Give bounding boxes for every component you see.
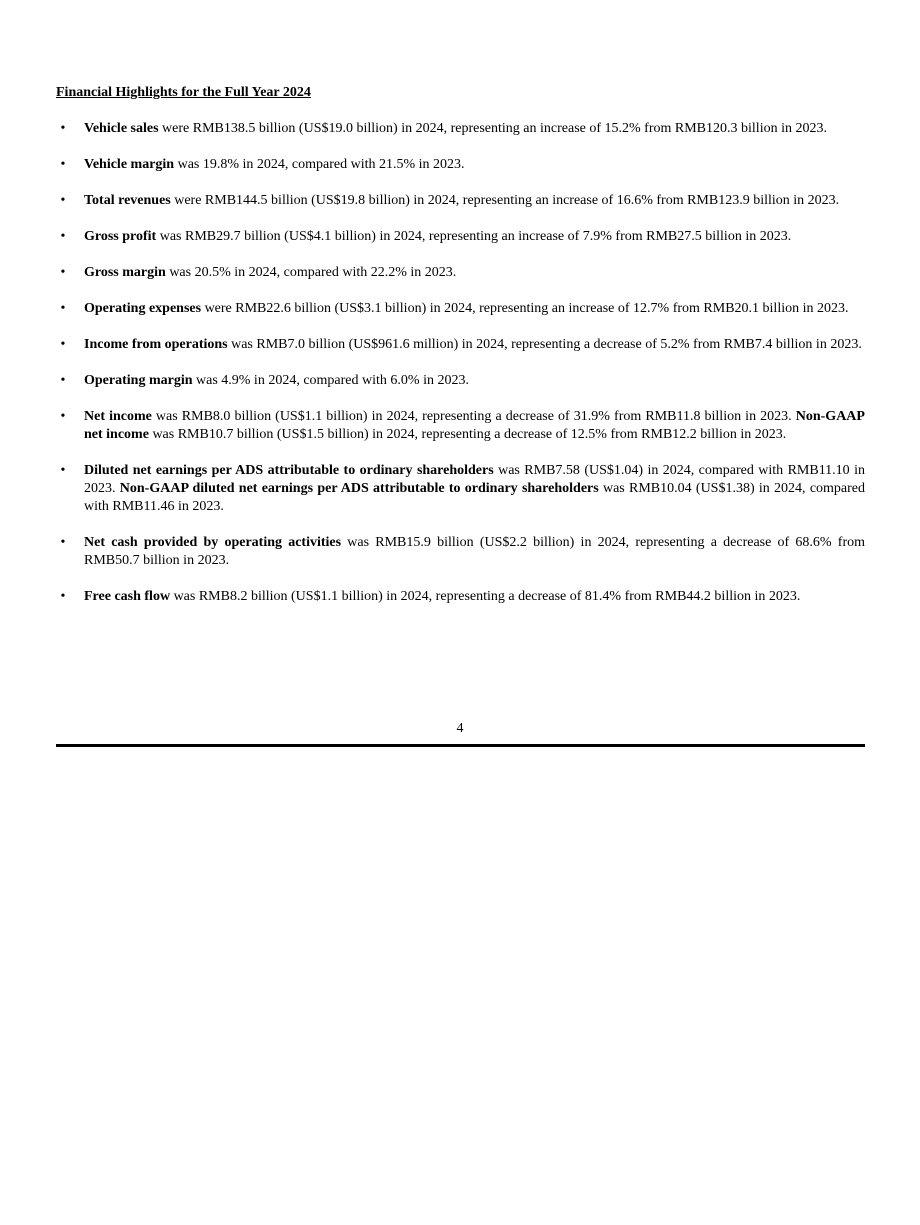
item-term: Vehicle margin	[84, 157, 175, 172]
item-text: were RMB138.5 billion (US$19.0 billion) in 2024, representing an increase of 15.2% from RMB120.3 billion in 2023.	[158, 121, 827, 136]
bullet-icon: •	[60, 121, 66, 136]
list-item-operating-margin	[56, 372, 865, 390]
item-text-secondary: was RMB10.7 billion (US$1.5 billion) in 2024, representing a decrease of 12.5% from RMB12.2 billion in 2023.	[148, 427, 787, 442]
bullet-icon: •	[60, 229, 66, 244]
item-text: was RMB8.0 billion (US$1.1 billion) in 2024, representing a decrease of 31.9% from RMB11.8 billion in 2023.	[151, 409, 796, 424]
item-text: were RMB22.6 billion (US$3.1 billion) in 2024, representing an increase of 12.7% from RMB20.1 billion in 2023.	[201, 301, 849, 316]
item-text: was 20.5% in 2024, compared with 22.2% in 2023.	[165, 265, 457, 280]
item-text-secondary: was RMB10.04 (US$1.38) in 2024, compared with RMB11.46 in 2023.	[84, 481, 866, 514]
item-text: was RMB29.7 billion (US$4.1 billion) in 2024, representing an increase of 7.9% from RMB27.5 billion in 2023.	[156, 229, 792, 244]
item-term: Operating expenses	[84, 301, 202, 316]
item-term-secondary: Non-GAAP net income	[84, 409, 865, 442]
item-term: Total revenues	[84, 193, 171, 208]
section-heading: Financial Highlights for the Full Year 2024	[56, 85, 311, 100]
list-item-income-from-operations	[56, 336, 865, 354]
list-item-gross-margin	[56, 264, 865, 282]
item-term: Operating margin	[84, 373, 193, 388]
item-term: Free cash flow	[84, 589, 171, 604]
bullet-icon: •	[60, 589, 66, 604]
item-term: Net income	[84, 409, 152, 424]
highlights-list	[56, 120, 865, 606]
item-term: Gross margin	[84, 265, 166, 280]
list-item-diluted-eps	[56, 462, 865, 516]
bullet-icon: •	[60, 373, 66, 388]
item-term: Net cash provided by operating activities	[84, 535, 342, 550]
bullet-icon: •	[60, 193, 66, 208]
list-item-vehicle-sales	[56, 120, 865, 138]
bullet-icon: •	[60, 337, 66, 352]
item-text: was RMB7.58 (US$1.04) in 2024, compared with RMB11.10 in 2023.	[84, 463, 865, 496]
item-text: was RMB7.0 billion (US$961.6 million) in 2024, representing a decrease of 5.2% from RMB7.4 billion in 2023.	[227, 337, 862, 352]
list-item-net-income	[56, 408, 865, 444]
bullet-icon: •	[60, 157, 66, 172]
item-text: was RMB15.9 billion (US$2.2 billion) in 2024, representing a decrease of 68.6% from RMB50.7 billion in 2023.	[84, 535, 865, 568]
list-item-free-cash-flow	[56, 588, 865, 606]
page-number: 4	[456, 721, 464, 736]
bullet-icon: •	[60, 265, 66, 280]
list-item-total-revenues	[56, 192, 865, 210]
bullet-icon: •	[60, 301, 66, 316]
item-term: Diluted net earnings per ADS attributable to ordinary shareholders	[84, 463, 494, 478]
page-divider	[56, 744, 865, 747]
bullet-icon: •	[60, 463, 66, 478]
item-term: Vehicle sales	[84, 121, 159, 136]
bullet-icon: •	[60, 535, 66, 550]
item-text: was 19.8% in 2024, compared with 21.5% in 2023.	[174, 157, 465, 172]
item-text: was 4.9% in 2024, compared with 6.0% in 2023.	[192, 373, 469, 388]
item-term-secondary: Non-GAAP diluted net earnings per ADS attributable to ordinary shareholders	[119, 481, 599, 496]
item-term: Income from operations	[84, 337, 228, 352]
list-item-operating-cash	[56, 534, 865, 570]
item-text: were RMB144.5 billion (US$19.8 billion) in 2024, representing an increase of 16.6% from RMB123.9 billion in 2023.	[170, 193, 840, 208]
list-item-gross-profit	[56, 228, 865, 246]
list-item-operating-expenses	[56, 300, 865, 318]
bullet-icon: •	[60, 409, 66, 424]
item-term: Gross profit	[84, 229, 157, 244]
document-page	[56, 84, 865, 624]
list-item-vehicle-margin	[56, 156, 865, 174]
item-text: was RMB8.2 billion (US$1.1 billion) in 2024, representing a decrease of 81.4% from RMB44.2 billion in 2023.	[170, 589, 801, 604]
